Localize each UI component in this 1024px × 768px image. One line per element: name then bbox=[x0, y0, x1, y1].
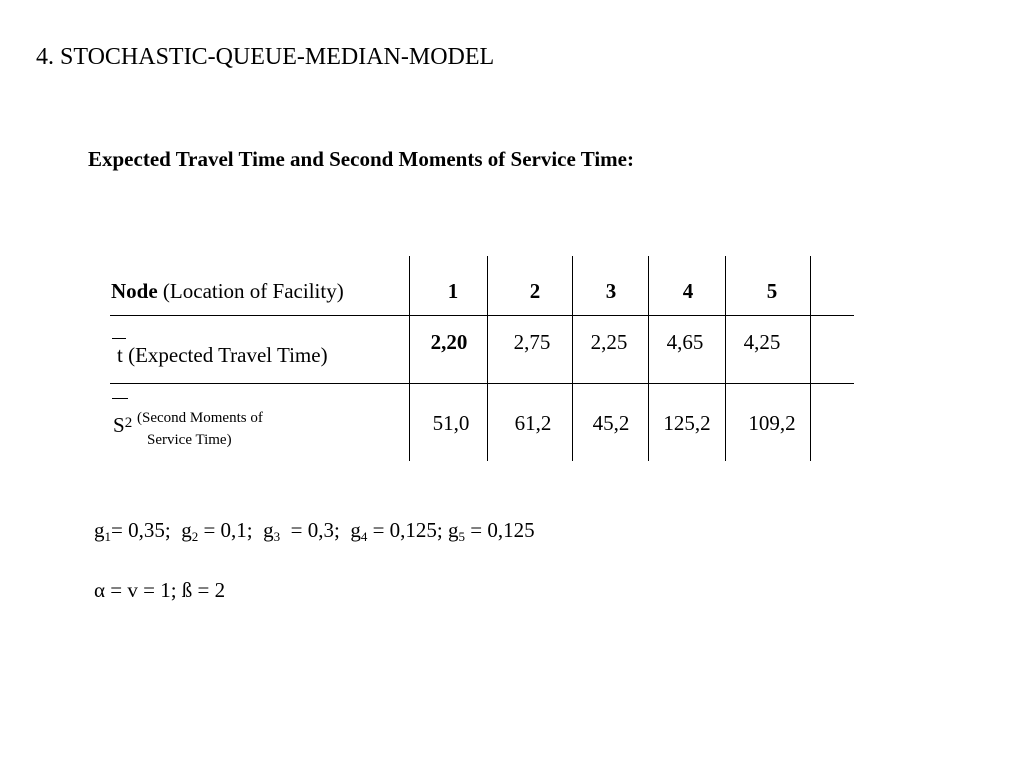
model-parameters: α = v = 1; ß = 2 bbox=[94, 578, 226, 602]
node-header: 2 bbox=[529, 279, 541, 303]
travel-value: 2,75 bbox=[513, 330, 551, 354]
moment-symbol: S bbox=[113, 413, 125, 437]
node-header: 3 bbox=[605, 279, 617, 303]
table-divider bbox=[110, 315, 854, 316]
node-header: 5 bbox=[766, 279, 778, 303]
g-param: $g_5 = 0,125$ bbox=[448, 518, 535, 544]
table-divider bbox=[110, 383, 854, 384]
g-param: $g_4 = 0,125$; bbox=[350, 518, 448, 544]
travel-value: 2,25 bbox=[590, 330, 628, 354]
node-header: 4 bbox=[682, 279, 694, 303]
travel-label-text: (Expected Travel Time) bbox=[122, 343, 328, 367]
moment-value: 109,2 bbox=[748, 411, 796, 435]
second-moment-symbol bbox=[113, 411, 132, 437]
g-param: $g_2 = 0,1$; bbox=[181, 518, 264, 544]
overbar-symbol bbox=[112, 338, 126, 339]
moment-label-line1: (Second Moments of bbox=[137, 410, 263, 426]
travel-value: 2,20 bbox=[430, 330, 468, 354]
moment-label-line2: Service Time) bbox=[147, 432, 232, 448]
moment-value: 61,2 bbox=[514, 411, 552, 435]
travel-symbol: t bbox=[117, 343, 123, 367]
travel-time-label bbox=[117, 343, 328, 367]
g-param: $g_1= 0,35$; bbox=[94, 518, 182, 544]
moment-value: 125,2 bbox=[663, 411, 711, 435]
g-param: $g_3 = 0,3$; bbox=[263, 518, 351, 544]
header-label bbox=[111, 279, 344, 303]
section-heading: Expected Travel Time and Second Moments of Service Time: bbox=[88, 147, 634, 171]
overbar-symbol bbox=[112, 398, 128, 399]
moment-value: 51,0 bbox=[432, 411, 470, 435]
probability-parameters bbox=[94, 517, 535, 543]
moment-exponent: 2 bbox=[124, 415, 133, 431]
node-header: 1 bbox=[447, 279, 459, 303]
header-label-rest: (Location of Facility) bbox=[157, 279, 344, 303]
travel-value: 4,25 bbox=[743, 330, 781, 354]
travel-value: 4,65 bbox=[666, 330, 704, 354]
moment-value: 45,2 bbox=[592, 411, 630, 435]
page-title: 4. STOCHASTIC-QUEUE-MEDIAN-MODEL bbox=[36, 44, 495, 70]
header-label-bold: Node bbox=[111, 279, 158, 303]
